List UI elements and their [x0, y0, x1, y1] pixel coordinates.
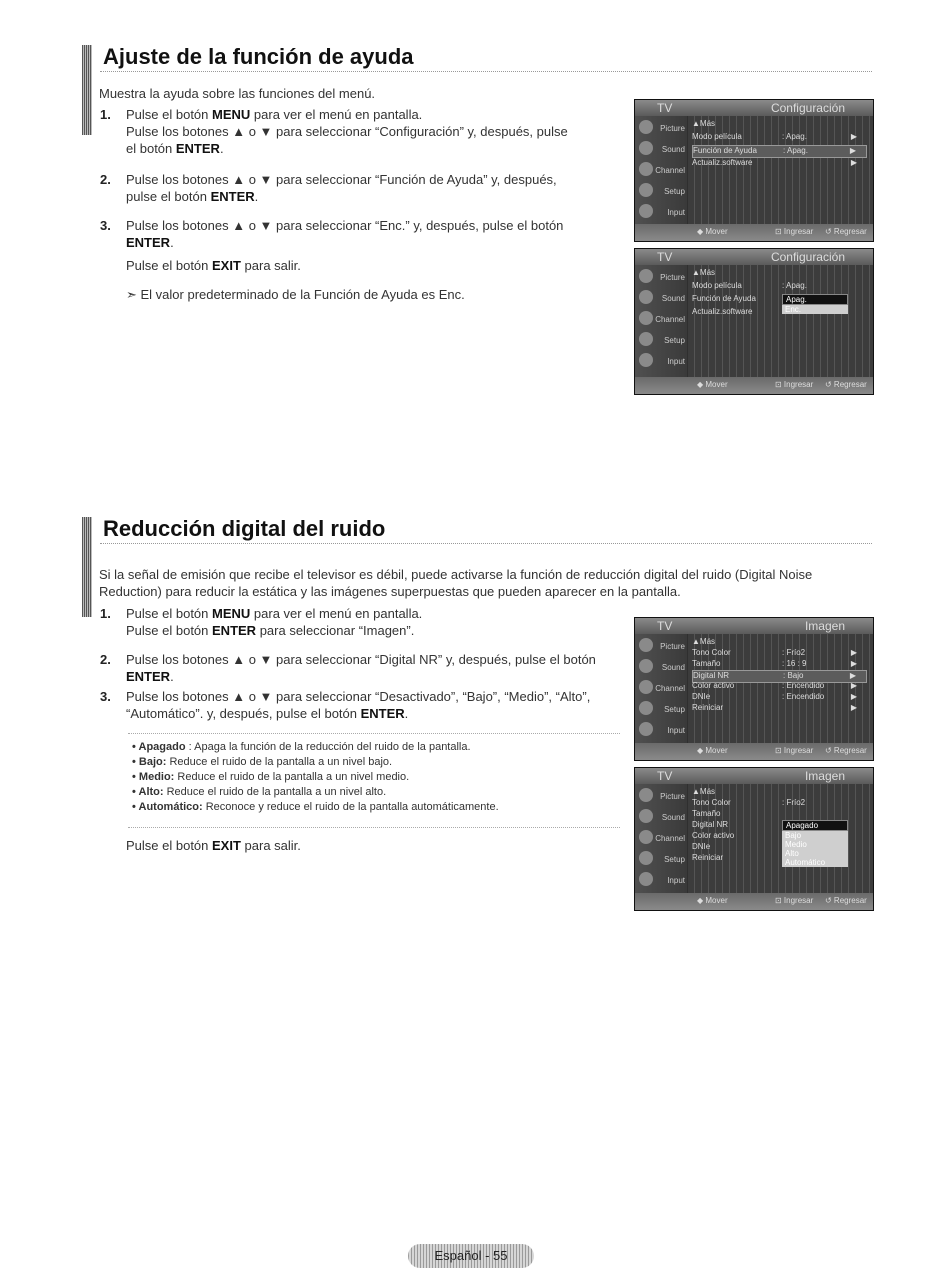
step-number: 3. [100, 689, 111, 704]
tv-option: Apagado [782, 820, 848, 831]
step-text: ENTER. [126, 235, 174, 250]
tv-menu-title: Configuración [770, 101, 845, 115]
tv-menu-screen [634, 617, 874, 761]
tv-item-label: Digital NR [692, 820, 729, 829]
chevron-right-icon: ▶ [850, 158, 857, 167]
tv-item-label: Tamaño [692, 809, 721, 818]
tv-item-label: Modo película [692, 132, 742, 141]
tv-item-value: : Encendido [782, 692, 825, 701]
tv-item-label: Actualiz.software [692, 307, 753, 316]
tv-category-sound: Sound [661, 663, 685, 672]
tv-help-item: ⊡ Ingresar [775, 746, 814, 755]
tv-category-sound: Sound [661, 294, 685, 303]
tv-item-label: Reiniciar [692, 703, 724, 712]
tv-item-label: Tono Color [692, 648, 731, 657]
tv-item-label: Tono Color [692, 798, 731, 807]
section-title-ruido: Reducción digital del ruido [103, 516, 386, 541]
page-number: Español - 55 [408, 1244, 534, 1268]
step-number: 3. [100, 218, 111, 233]
tv-item-label: ▲Más [692, 119, 716, 128]
tv-menu-list [688, 265, 873, 377]
option-item: • Automático: Reconoce y reduce el ruido de la pantalla automáticamente. [132, 801, 499, 813]
tv-item-label: Color activo [692, 831, 735, 840]
tv-option-popup [782, 294, 848, 314]
option-item: • Apagado : Apaga la función de la reducción del ruido de la pantalla. [132, 741, 471, 753]
tv-menu-item [692, 809, 867, 820]
tv-help-item: ↺ Regresar [825, 227, 867, 236]
tv-category-input: Input [667, 208, 685, 217]
tv-category-picture: Picture [660, 124, 685, 133]
tv-item-value: : Apag. [782, 132, 807, 141]
tv-menu-item [692, 158, 867, 169]
tv-menu-item [692, 681, 867, 692]
tv-menu-item [692, 145, 867, 158]
tv-category-sound: Sound [661, 813, 685, 822]
tv-option: Alto [785, 849, 799, 858]
tv-sidebar [635, 784, 687, 893]
exit-note: Pulse el botón EXIT para salir. [126, 838, 301, 853]
default-note: ➣ El valor predeterminado de la Función de Ayuda es Enc. [126, 287, 465, 302]
step-text: Pulse el botón MENU para ver el menú en pantalla. [126, 606, 423, 621]
tv-category-picture: Picture [660, 642, 685, 651]
step-text: pulse el botón ENTER. [126, 189, 259, 204]
step-text: Pulse el botón ENTER para seleccionar “Imagen”. [126, 623, 415, 638]
tv-menu-item [692, 281, 867, 292]
tv-item-label: Digital NR [693, 671, 730, 680]
section-marker [82, 517, 92, 617]
tv-help-bar [635, 224, 873, 241]
tv-menu-item [692, 119, 867, 130]
tv-item-label: DNIe [692, 842, 711, 851]
step-number: 2. [100, 172, 111, 187]
tv-help-item: ◆ Mover [697, 227, 728, 236]
step-text: Pulse los botones ▲ o ▼ para seleccionar “Digital NR” y, después, pulse el botón [126, 652, 596, 667]
tv-category-input: Input [667, 726, 685, 735]
tv-item-value: : 16 : 9 [782, 659, 807, 668]
tv-item-label: Actualiz.software [692, 158, 753, 167]
chevron-right-icon: ▶ [850, 648, 857, 657]
chevron-right-icon: ▶ [850, 703, 857, 712]
section-divider [100, 71, 872, 72]
tv-option: Enc. [785, 305, 802, 314]
tv-menu-title: Imagen [804, 619, 845, 633]
tv-help-item: ⊡ Ingresar [775, 896, 814, 905]
tv-item-label: Función de Ayuda [693, 146, 757, 155]
tv-sidebar [635, 116, 687, 224]
step-number: 2. [100, 652, 111, 667]
tv-menu-list [688, 634, 873, 743]
step-text: Pulse los botones ▲ o ▼ para seleccionar “Desactivado”, “Bajo”, “Medio”, “Alto”, [126, 689, 591, 704]
tv-menu-list [688, 784, 873, 893]
tv-category-channel: Channel [655, 834, 685, 843]
chevron-right-icon: ▶ [850, 659, 857, 668]
tv-source-label: TV [657, 619, 673, 633]
section-intro-line-1: Si la señal de emisión que recibe el televisor es débil, puede activarse la función de reducción digital del ruido (Digital Noise [99, 567, 813, 582]
tv-help-bar [635, 893, 873, 910]
tv-help-item: ◆ Mover [697, 746, 728, 755]
step-text: Pulse los botones ▲ o ▼ para seleccionar “Enc.” y, después, pulse el botón [126, 218, 564, 233]
step-number: 1. [100, 107, 111, 122]
tv-category-input: Input [667, 357, 685, 366]
tv-item-label: ▲Más [692, 268, 716, 277]
section-intro-line-2: Reduction) para reducir la estática y las imágenes superpuestas que pueden aparecer en la pantalla. [99, 584, 681, 599]
section-title-ayuda: Ajuste de la función de ayuda [103, 44, 414, 69]
tv-category-input: Input [667, 876, 685, 885]
tv-title-bar [635, 618, 873, 634]
tv-menu-item [692, 132, 867, 143]
tv-category-channel: Channel [655, 315, 685, 324]
tv-option: Bajo [785, 831, 802, 840]
tv-help-item: ↺ Regresar [825, 746, 867, 755]
tv-category-setup: Setup [664, 336, 685, 345]
tv-item-value: : Frío2 [782, 648, 806, 657]
chevron-right-icon: ▶ [849, 146, 856, 155]
section-marker [82, 45, 92, 135]
tv-help-item: ◆ Mover [697, 896, 728, 905]
chevron-right-icon: ▶ [850, 132, 857, 141]
tv-menu-screen [634, 248, 874, 395]
tv-menu-item [692, 703, 867, 714]
tv-menu-item [692, 798, 867, 809]
tv-category-channel: Channel [655, 166, 685, 175]
tv-source-label: TV [657, 101, 673, 115]
tv-item-value: : Apag. [783, 146, 808, 155]
step-text: Pulse los botones ▲ o ▼ para seleccionar “Función de Ayuda” y, después, [126, 172, 557, 187]
tv-menu-title: Configuración [770, 250, 845, 264]
tv-menu-screen [634, 99, 874, 242]
tv-help-item: ↺ Regresar [825, 896, 867, 905]
step-text: Pulse el botón MENU para ver el menú en pantalla. [126, 107, 423, 122]
tv-menu-item [692, 268, 867, 279]
tv-item-label: Función de Ayuda [692, 294, 756, 303]
tv-item-label: Tamaño [692, 659, 721, 668]
tv-help-item: ◆ Mover [697, 380, 728, 389]
tv-option-popup [782, 820, 848, 867]
tv-sidebar [635, 634, 687, 743]
tv-category-picture: Picture [660, 792, 685, 801]
step-text: Pulse los botones ▲ o ▼ para seleccionar “Configuración” y, después, pulse [126, 124, 568, 139]
step-text: “Automático”. y, después, pulse el botón ENTER. [126, 706, 409, 721]
tv-menu-list [688, 116, 873, 224]
chevron-right-icon: ▶ [850, 681, 857, 690]
tv-help-bar [635, 743, 873, 760]
tv-option: Automático [785, 858, 826, 867]
chevron-right-icon: ▶ [850, 692, 857, 701]
tv-menu-item [692, 787, 867, 798]
tv-category-sound: Sound [661, 145, 685, 154]
tv-title-bar [635, 249, 873, 265]
tv-option: Apag. [782, 294, 848, 305]
tv-menu-item [692, 692, 867, 703]
tv-item-value: : Apag. [782, 281, 807, 290]
step-number: 1. [100, 606, 111, 621]
tv-item-label: ▲Más [692, 637, 716, 646]
tv-category-setup: Setup [664, 187, 685, 196]
options-list [128, 733, 620, 828]
tv-option: Medio [785, 840, 807, 849]
exit-note: Pulse el botón EXIT para salir. [126, 258, 301, 273]
tv-help-item: ↺ Regresar [825, 380, 867, 389]
tv-item-label: Color activo [692, 681, 735, 690]
tv-title-bar [635, 768, 873, 784]
tv-help-item: ⊡ Ingresar [775, 380, 814, 389]
tv-item-label: DNIe [692, 692, 711, 701]
tv-category-channel: Channel [655, 684, 685, 693]
tv-source-label: TV [657, 769, 673, 783]
tv-menu-screen [634, 767, 874, 911]
tv-category-setup: Setup [664, 705, 685, 714]
tv-menu-title: Imagen [804, 769, 845, 783]
tv-sidebar [635, 265, 687, 377]
tv-item-value: : Bajo [783, 671, 804, 680]
tv-title-bar [635, 100, 873, 116]
tv-menu-item [692, 648, 867, 659]
step-text: ENTER. [126, 669, 174, 684]
tv-item-value: : Frío2 [782, 798, 806, 807]
tv-item-label: ▲Más [692, 787, 716, 796]
chevron-right-icon: ▶ [849, 671, 856, 680]
tv-menu-item [692, 659, 867, 670]
option-item: • Bajo: Reduce el ruido de la pantalla a un nivel bajo. [132, 756, 393, 768]
tv-item-value: : Encendido [782, 681, 825, 690]
tv-category-picture: Picture [660, 273, 685, 282]
tv-source-label: TV [657, 250, 673, 264]
option-item: • Medio: Reduce el ruido de la pantalla a un nivel medio. [132, 771, 410, 783]
tv-help-bar [635, 377, 873, 394]
tv-item-label: Reiniciar [692, 853, 724, 862]
step-text: el botón ENTER. [126, 141, 224, 156]
option-item: • Alto: Reduce el ruido de la pantalla a un nivel alto. [132, 786, 387, 798]
section-intro: Muestra la ayuda sobre las funciones del menú. [99, 86, 376, 101]
tv-menu-item [692, 637, 867, 648]
tv-item-label: Modo película [692, 281, 742, 290]
tv-help-item: ⊡ Ingresar [775, 227, 814, 236]
section-divider [100, 543, 872, 544]
tv-category-setup: Setup [664, 855, 685, 864]
